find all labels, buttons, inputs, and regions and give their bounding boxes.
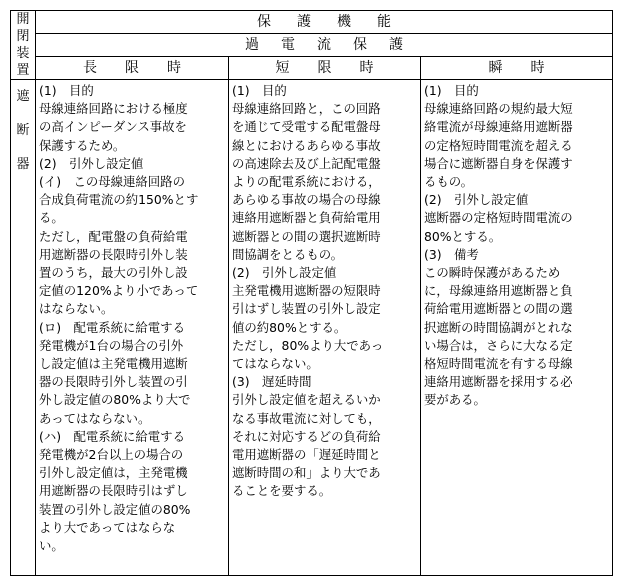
long-time-header: 長限時 [36,57,229,80]
instantaneous-header: 瞬時 [421,57,613,80]
breaker-label-char: 遮 [16,89,30,104]
short-time-text: (1) 目的 母線連絡回路と，この回路 を通じて受電する配電盤母 線とにおけるあらゆる事故 の高速除去及び上記配電盤 よりの配電系統における， あらゆる事故の場合の母線 連絡用遮断器と負荷給電用 遮断器との間の選択遮断時 間協調をとるもの。 (2) 引外し設定値 主発電機用遮断器の短限時 引はずし装置の引外し設定 値の約80%とする。 ただし，80%より大であっ てはならない。 (3) 遅延時間 引外し設定値を超えるいか なる事故電流に対しても， それに対応するどの負荷給 電用遮断器の「遅延時間と 遮断時間の和」より大であ ることを要する。 [232,83,384,499]
device-header-cell [11,11,36,80]
breaker-label-char: 器 [16,157,30,172]
long-time-text: (1) 目的 母線連絡回路における極度 の高インピーダンス事故を 保護するため。 (2) 引外し設定値 (イ) この母線連絡回路の 合成負荷電流の約150%とす る。 ただし，配電盤の負荷給電 用遮断器の長限時引外し装 置のうち，最大の引外し設 定値の120%より小であって はならない。 (ロ) 配電系統に給電する 発電機が1台の場合の引外 し設定値は主発電機用遮断 器の長限時引外し装置の引 外し設定値の80%より大で あってはならない。 (ハ) 配電系統に給電する 発電機が2台以上の場合の 引外し設定値は，主発電機 用遮断器の長限時引はずし 装置の引外し設定値の80% より大であってはならな い。 [39,83,199,554]
overcurrent-protection-header: 過電流保護 [36,34,613,57]
device-header-char: 装 [16,46,30,61]
device-header-char: 置 [16,63,30,78]
device-header-char: 開 [16,12,30,27]
breaker-label-char: 断 [16,123,30,138]
protection-function-header: 保護機能 [36,11,613,34]
device-header-char: 閉 [16,29,30,44]
instantaneous-cell [421,80,613,576]
short-time-header: 短限時 [229,57,421,80]
circuit-breaker-label [11,80,36,576]
instantaneous-text: (1) 目的 母線連絡回路の規約最大短 絡電流が母線連絡用遮断器 の定格短時間電流を超える 場合に遮断器自身を保護す るもの。 (2) 引外し設定値 遮断器の定格短時間電流の 80%とする。 (3) 備考 この瞬時保護があるため に，母線連絡用遮断器と負 荷給電用遮断器との間の選 択遮断の時間協調がとれな い場合は，さらに大なる定 格短時間電流を有する母線 連絡用遮断器を採用する必 要がある。 [424,83,573,408]
long-time-cell [36,80,229,576]
protection-function-table [10,10,613,576]
short-time-cell [229,80,421,576]
